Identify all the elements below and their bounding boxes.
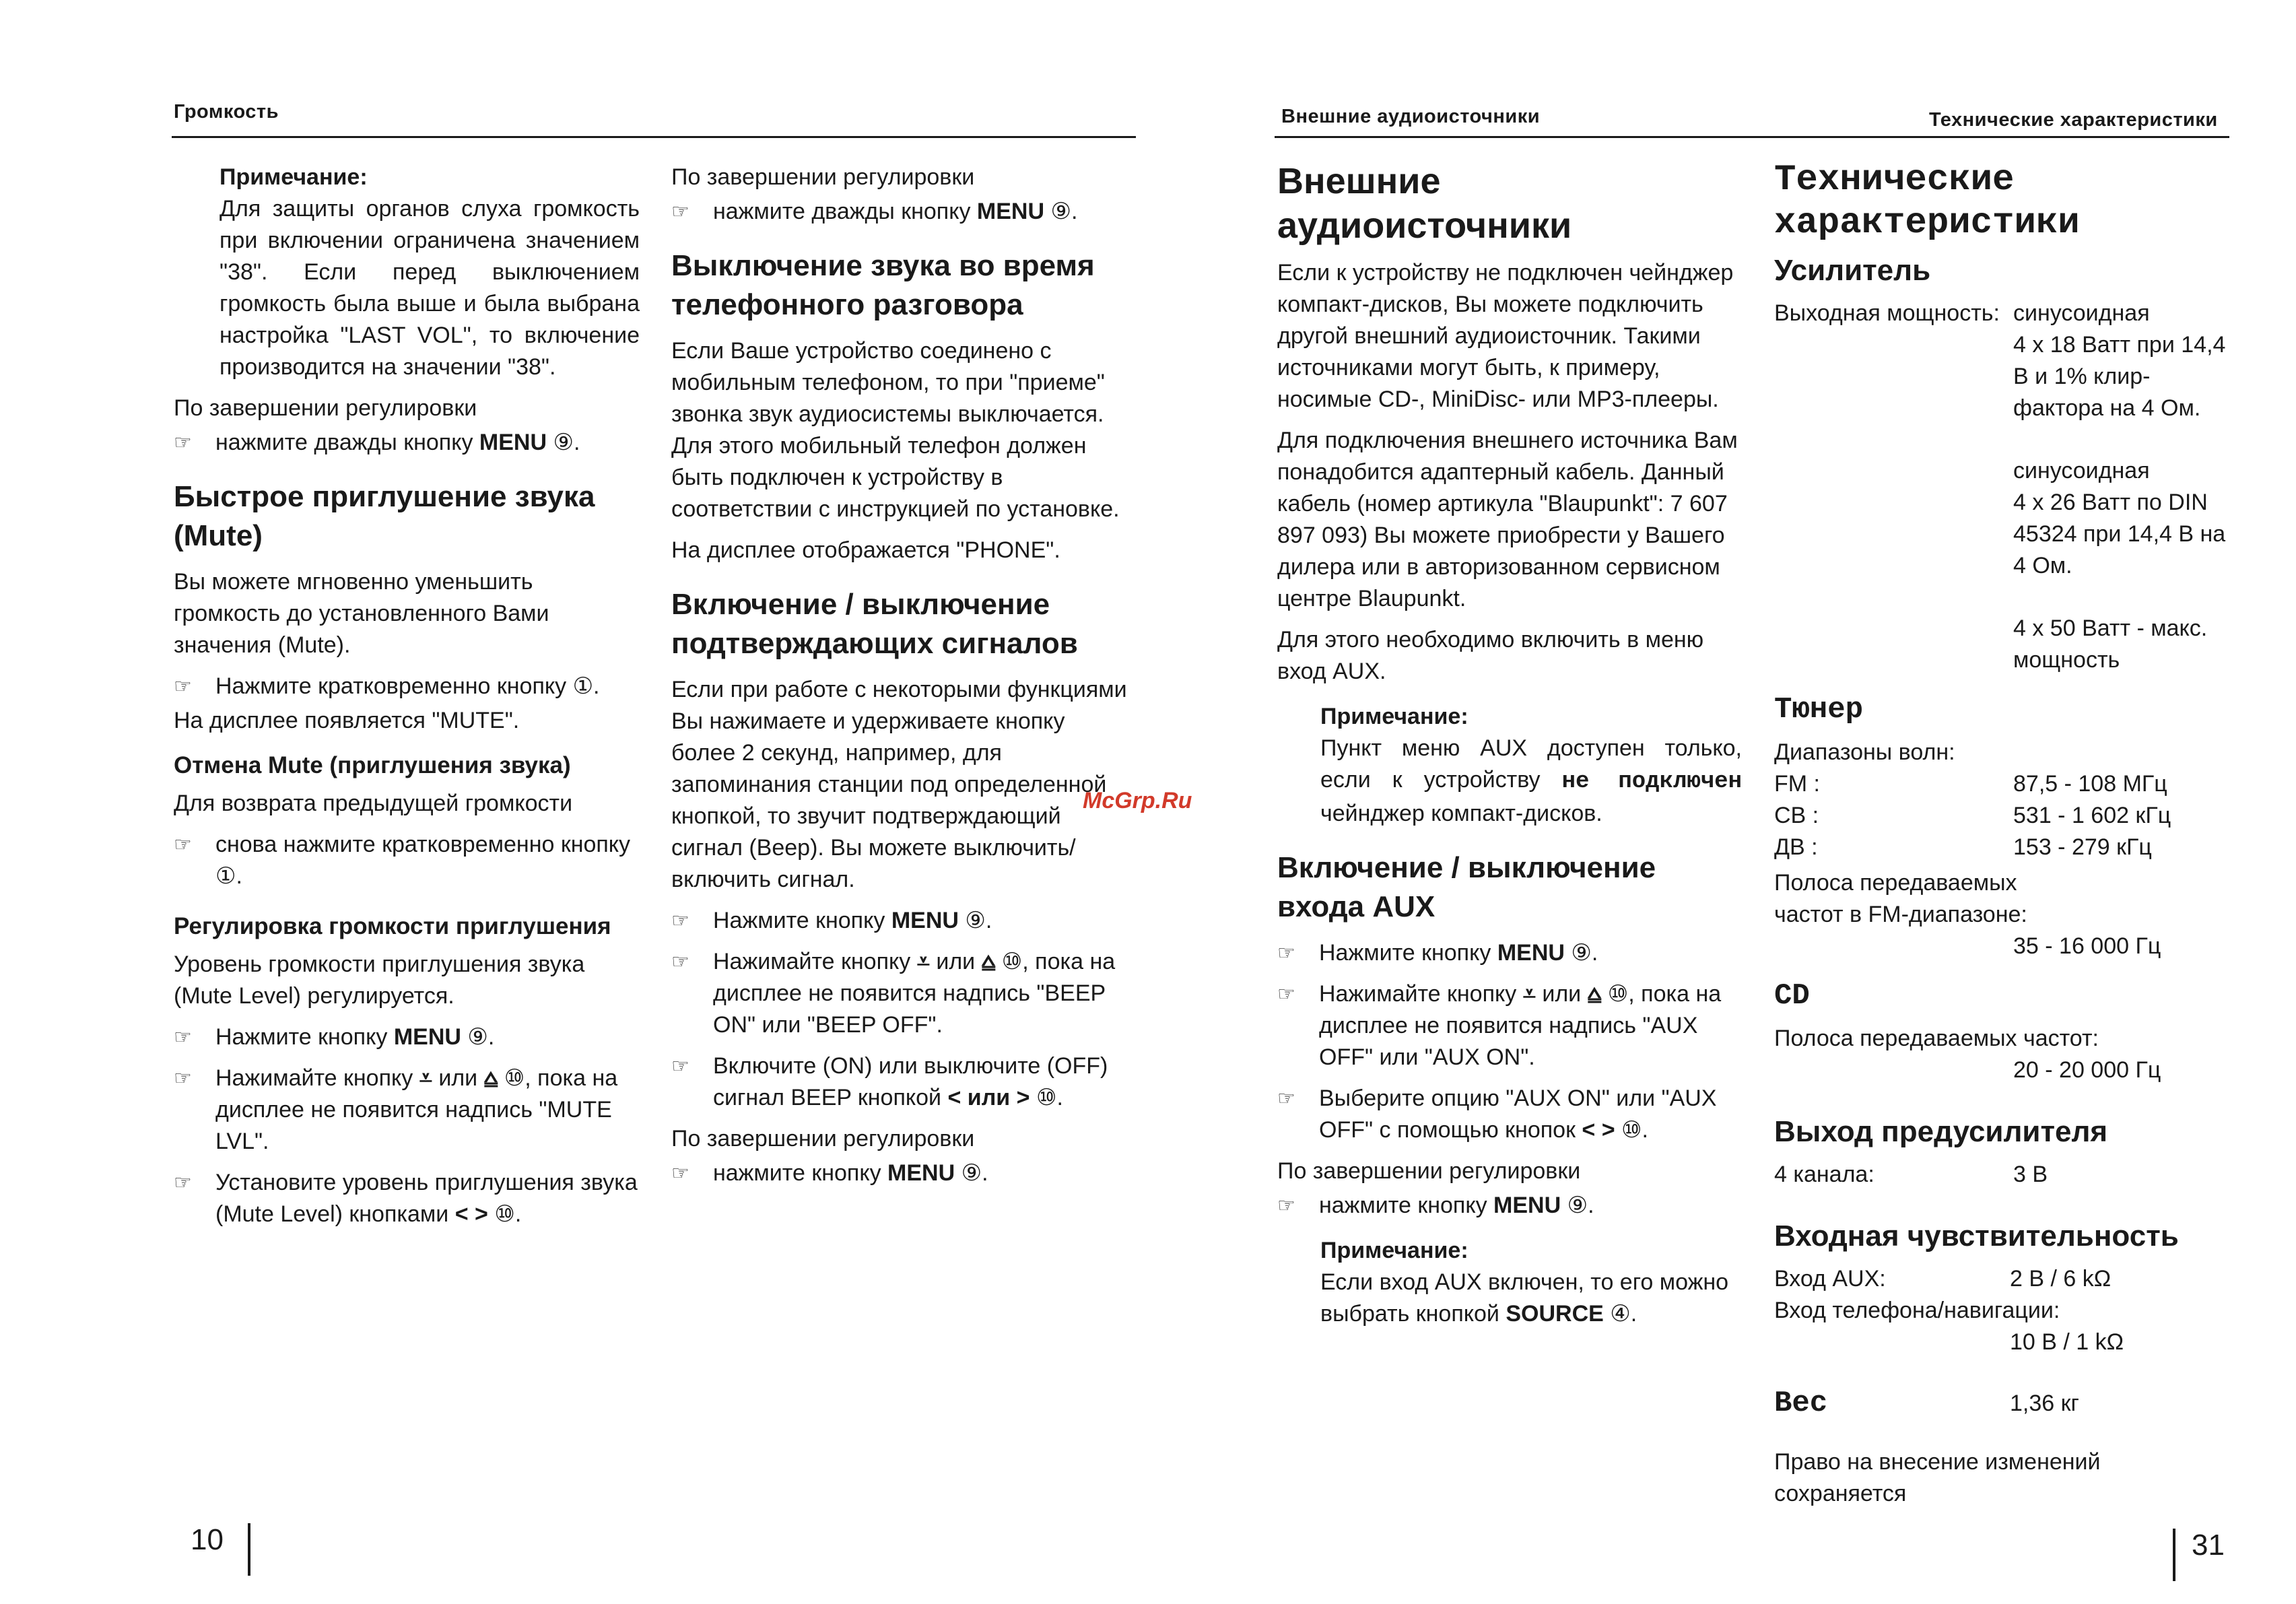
arrow-up-key-icon: ⩠	[1587, 981, 1602, 1007]
left-right-keys-icon: < или >	[947, 1085, 1030, 1110]
header-rule-left	[172, 136, 1136, 138]
cancel-mute-heading: Отмена Mute (приглушения звука)	[174, 752, 571, 778]
pointing-hand-icon: ☞	[174, 1172, 192, 1194]
mute-text: Вы можете мгновенно уменьшить громкость до установленного Вами значения (Mute).	[174, 569, 549, 658]
not-connected-emphasis: не подключен	[1561, 769, 1742, 795]
specs-heading: Технические характеристики	[1774, 160, 2080, 244]
note-block	[220, 162, 640, 383]
cd-band-label: Полоса передаваемых частот:	[1774, 1026, 2099, 1051]
menu-key-label: MENU	[887, 1160, 955, 1186]
arrow-down-key-icon: ⩡	[1522, 981, 1536, 1007]
after-adjust-text: По завершении регулировки	[671, 164, 975, 190]
cb-value: 531 - 1 602 кГц	[2013, 803, 2171, 828]
cancel-mute-text: Для возврата предыдущей громкости	[174, 791, 573, 816]
key-number-9: ⑨	[553, 430, 574, 455]
beep-text: Если при работе с некоторыми функциями Вы нажимаете и удерживаете кнопку более 2 секунд, например, для запоминания станции под определенной кнопкой, то звучит подтверждающий сигнал (Beep). Вы можете выключить/включить сигнал.	[671, 677, 1127, 892]
column-4-specs	[1774, 159, 2232, 1510]
channels-row: 4 канала: 3 В	[1774, 1159, 2232, 1191]
output-power-sin-1: синусоидная	[2013, 300, 2150, 326]
page-number-left: 10	[191, 1523, 224, 1556]
aux-heading: Включение / выключение входа AUX	[1277, 851, 1656, 923]
fm-row: FM : 87,5 - 108 МГц	[1774, 768, 2232, 800]
arrow-down-key-icon: ⩡	[916, 949, 930, 974]
note-title: Примечание:	[1320, 704, 1468, 729]
arrow-up-key-icon: ⩠	[483, 1065, 498, 1091]
step-beep-switch: ☞ Включите (ON) или выключите (OFF) сигнал BEEP кнопкой < или > ⑩.	[671, 1050, 1135, 1114]
external-text-1: Если к устройству не подключен чейнджер компакт-дисков, Вы можете подключить другой внешний аудиоисточник. Такими источниками могут быть, к примеру, носимые CD-, MiniDisc- или MP3-плееры.	[1277, 260, 1734, 412]
phone-mute-heading: Выключение звука во время телефонного разговора	[671, 249, 1095, 321]
column-3	[1277, 159, 1742, 1339]
beep-heading: Включение / выключение подтверждающих сигналов	[671, 588, 1078, 660]
external-text-2: Для подключения внешнего источника Вам понадобится адаптерный кабель. Данный кабель (номер артикула "Blaupunkt": 7 607 897 093) Вы можете приобрести у Вашего дилера или в авторизованном сервисном центре Blaupunkt.	[1277, 428, 1738, 611]
menu-key-label: MENU	[891, 908, 959, 933]
step-cancel-press: ☞ снова нажмите кратковременно кнопку ①.	[174, 829, 640, 892]
source-note	[1320, 1235, 1742, 1330]
running-header-right: Технические характеристики	[1929, 109, 2218, 131]
step-press-menu-twice: ☞ нажмите дважды кнопку MENU ⑨.	[174, 427, 640, 459]
dv-value: 153 - 279 кГц	[2013, 834, 2152, 860]
page-number-bar-right	[2173, 1529, 2175, 1581]
key-number-10: ⑩	[1607, 981, 1629, 1007]
key-number-10: ⑩	[1621, 1117, 1642, 1143]
menu-key-label: MENU	[479, 430, 547, 455]
external-sources-heading: Внешние аудиоисточники	[1277, 161, 1572, 246]
pointing-hand-icon: ☞	[1277, 983, 1295, 1005]
weight-label: Вес	[1774, 1386, 1828, 1420]
note-title: Примечание:	[220, 164, 368, 190]
step-press-arrows: ☞ Нажимайте кнопку ⩡ или ⩠ ⑩, пока на дисплее не появится надпись "AUX OFF" или "AUX ON".	[1277, 978, 1742, 1073]
arrow-down-key-icon: ⩡	[419, 1065, 432, 1091]
header-rule-right	[1275, 136, 2229, 138]
pointing-hand-icon: ☞	[671, 201, 689, 223]
step-mute-press: ☞ Нажмите кратковременно кнопку ①.	[174, 671, 640, 702]
phone-input-label: Вход телефона/навигации:	[1774, 1298, 2060, 1323]
pointing-hand-icon: ☞	[174, 834, 192, 856]
mute-level-text: Уровень громкости приглушения звука (Mute Level) регулируется.	[174, 951, 585, 1009]
output-power-value-1: 4 x 18 Ватт при 14,4 В и 1% клир-фактора на 4 Ом.	[2013, 332, 2226, 421]
cd-band-value: 20 - 20 000 Гц	[2013, 1057, 2161, 1083]
running-header-left: Громкость	[174, 101, 279, 123]
key-number-1: ①	[215, 863, 236, 889]
after-adjust-text: По завершении регулировки	[1277, 1158, 1581, 1184]
mute-heading: Быстрое приглушение звука (Mute)	[174, 480, 595, 552]
aux-note-text: Пункт меню AUX доступен только, если к устройству не подключен чейнджер компакт-дисков.	[1320, 735, 1742, 826]
output-power-value-2: 4 x 26 Ватт по DIN 45324 при 14,4 В на 4 Ом.	[2013, 490, 2226, 578]
amplifier-heading: Усилитель	[1774, 254, 1931, 287]
pointing-hand-icon: ☞	[174, 1026, 192, 1048]
pointing-hand-icon: ☞	[174, 1067, 192, 1090]
menu-key-label: MENU	[1493, 1193, 1561, 1218]
aux-note	[1320, 701, 1742, 830]
mute-level-heading: Регулировка громкости приглушения	[174, 913, 611, 939]
weight-value: 1,36 кг	[2010, 1391, 2079, 1416]
menu-key-label: MENU	[393, 1024, 461, 1050]
pointing-hand-icon: ☞	[671, 951, 689, 973]
fm-value: 87,5 - 108 МГц	[2013, 771, 2167, 797]
pointing-hand-icon: ☞	[1277, 942, 1295, 964]
fm-band-value: 35 - 16 000 Гц	[2013, 933, 2161, 959]
phone-input-value: 10 В / 1 kΩ	[2010, 1329, 2124, 1355]
key-number-9: ⑨	[1050, 199, 1071, 224]
pointing-hand-icon: ☞	[671, 1055, 689, 1077]
step-press-menu-final: ☞ нажмите кнопку MENU ⑨.	[671, 1158, 1135, 1189]
output-power-row	[1774, 298, 2232, 329]
watermark: McGrp.Ru	[1083, 788, 1192, 813]
key-number-10: ⑩	[1036, 1085, 1057, 1110]
phone-display-text: На дисплее отображается "PHONE".	[671, 537, 1060, 563]
running-header-middle: Внешние аудиоисточники	[1281, 106, 1541, 127]
output-power-value-3: 4 x 50 Ватт - макс. мощность	[2013, 615, 2208, 673]
aux-input-value: 2 В / 6 kΩ	[2010, 1266, 2112, 1292]
step-choose-aux: ☞ Выберите опцию "AUX ON" или "AUX OFF" с помощью кнопок < > ⑩.	[1277, 1083, 1742, 1146]
output-power-sin-2: синусоидная	[2013, 458, 2150, 483]
mute-display-text: На дисплее появляется "MUTE".	[174, 708, 520, 733]
step-press-menu-final: ☞ нажмите кнопку MENU ⑨.	[1277, 1190, 1742, 1222]
step-press-menu: ☞ Нажмите кнопку MENU ⑨.	[174, 1022, 640, 1053]
step-press-menu-twice: ☞ нажмите дважды кнопку MENU ⑨.	[671, 196, 1135, 228]
key-number-9: ⑨	[467, 1024, 488, 1050]
key-number-10: ⑩	[494, 1201, 515, 1227]
cd-heading: CD	[1774, 979, 1810, 1013]
key-number-10: ⑩	[1001, 949, 1023, 974]
source-note-text: Если вход AUX включен, то его можно выбрать кнопкой SOURCE ④.	[1320, 1269, 1729, 1327]
cb-row: CB : 531 - 1 602 кГц	[1774, 800, 2232, 832]
key-number-9: ⑨	[965, 908, 986, 933]
step-set-level: ☞ Установите уровень приглушения звука (Mute Level) кнопками < > ⑩.	[174, 1167, 640, 1230]
step-press-menu: ☞ Нажмите кнопку MENU ⑨.	[671, 905, 1135, 937]
channels-value: 3 В	[2013, 1162, 2048, 1187]
pointing-hand-icon: ☞	[671, 910, 689, 932]
pointing-hand-icon: ☞	[174, 432, 192, 454]
external-text-3: Для этого необходимо включить в меню вход AUX.	[1277, 627, 1704, 684]
aux-input-row: Вход AUX: 2 В / 6 kΩ	[1774, 1263, 2232, 1295]
key-number-9: ⑨	[1567, 1193, 1588, 1218]
input-sensitivity-heading: Входная чувствительность	[1774, 1219, 2179, 1252]
step-press-arrows: ☞ Нажимайте кнопку ⩡ или ⩠ ⑩, пока на дисплее не появится надпись "MUTE LVL".	[174, 1063, 640, 1158]
left-right-keys-icon: < >	[454, 1201, 488, 1227]
rights-reserved-text: Право на внесение изменений сохраняется	[1774, 1449, 2101, 1506]
weight-row	[1774, 1388, 2232, 1419]
arrow-up-key-icon: ⩠	[981, 949, 996, 974]
menu-key-label: MENU	[976, 199, 1045, 224]
fm-band-label: Полоса передаваемых частот в FM-диапазоне:	[1774, 870, 2027, 927]
preamp-heading: Выход предусилителя	[1774, 1115, 2108, 1148]
key-number-4: ④	[1610, 1301, 1631, 1327]
key-number-9: ⑨	[1571, 940, 1592, 966]
note-title: Примечание:	[1320, 1238, 1468, 1263]
step-press-arrows: ☞ Нажимайте кнопку ⩡ или ⩠ ⑩, пока на дисплее не появится надпись "BEEP ON" или "BEEP OFF".	[671, 946, 1135, 1041]
output-power-label: Выходная мощность:	[1774, 300, 2000, 326]
dv-row: ДВ : 153 - 279 кГц	[1774, 832, 2232, 863]
left-right-keys-icon: < >	[1582, 1117, 1615, 1143]
pointing-hand-icon: ☞	[174, 675, 192, 698]
bands-label: Диапазоны волн:	[1774, 739, 1955, 765]
pointing-hand-icon: ☞	[1277, 1088, 1295, 1110]
key-number-9: ⑨	[961, 1160, 982, 1186]
pointing-hand-icon: ☞	[1277, 1195, 1295, 1217]
tuner-heading: Тюнер	[1774, 693, 1864, 727]
key-number-10: ⑩	[504, 1065, 525, 1091]
after-adjust-text-2: По завершении регулировки	[671, 1126, 975, 1151]
phone-mute-text: Если Ваше устройство соединено с мобильным телефоном, то при "приеме" звонка звук аудиосистемы выключается. Для этого мобильный телефон должен быть подключен к устройству в соответствии с инструкцией по установке.	[671, 338, 1120, 522]
column-1	[174, 162, 640, 1240]
column-2	[671, 162, 1135, 1199]
source-key-label: SOURCE	[1506, 1301, 1604, 1327]
page-number-right: 31	[2192, 1529, 2225, 1562]
note-text: Для защиты органов слуха громкость при включении ограничена значением "38". Если перед выключением громкость была выше и была выбрана настройка "LAST VOL", то включение производится на значении "38".	[220, 196, 640, 380]
after-adjust-text: По завершении регулировки	[174, 395, 477, 421]
pointing-hand-icon: ☞	[671, 1162, 689, 1184]
menu-key-label: MENU	[1497, 940, 1565, 966]
key-number-1: ①	[572, 673, 594, 699]
step-press-menu: ☞ Нажмите кнопку MENU ⑨.	[1277, 937, 1742, 969]
page-number-bar-left	[248, 1523, 250, 1576]
